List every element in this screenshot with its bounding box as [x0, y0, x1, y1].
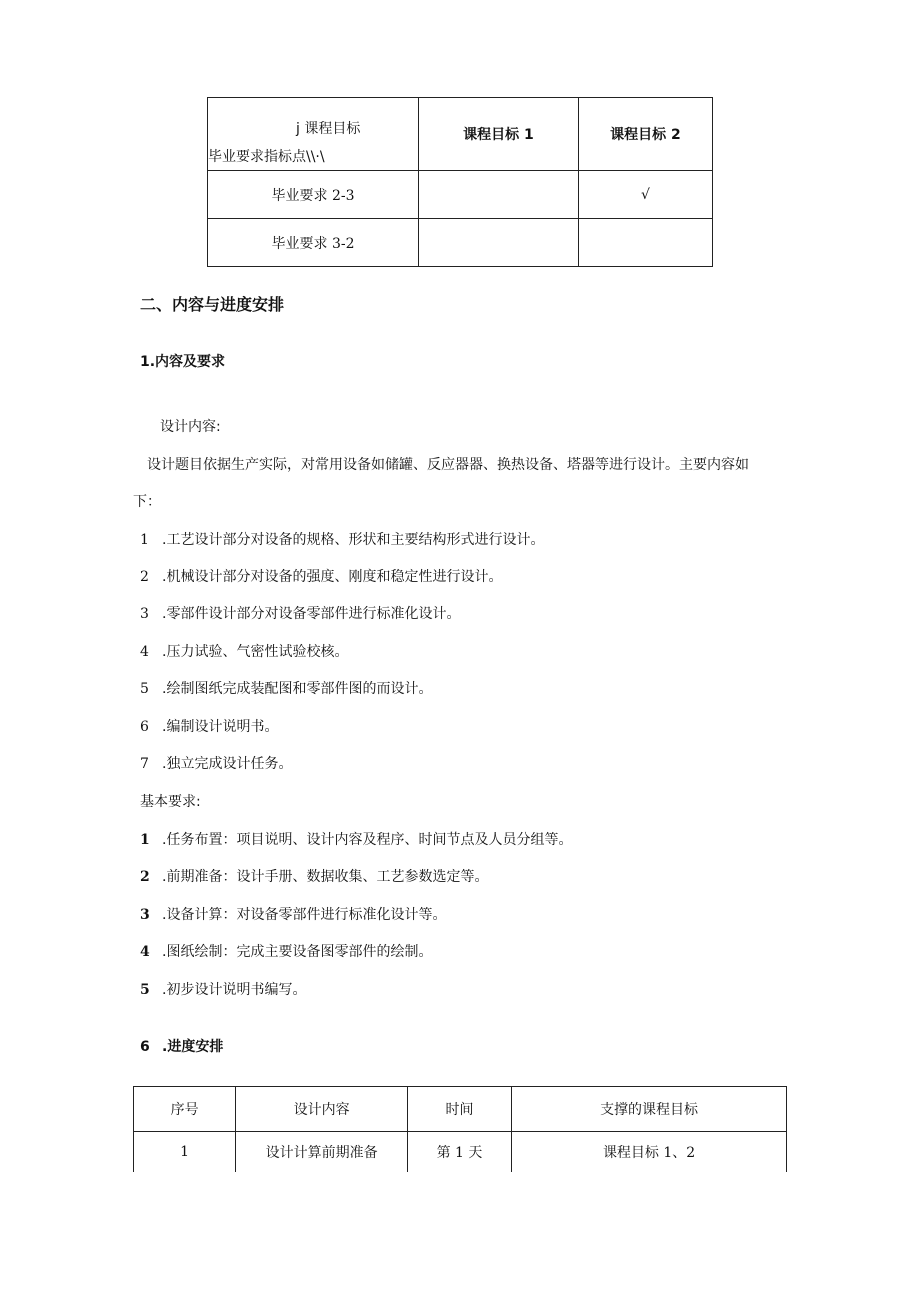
corner-top-label: j 课程目标 — [296, 121, 361, 137]
schedule-header-goals: 支撑的课程目标 — [512, 1087, 787, 1132]
item-text: .工艺设计部分对设备的规格、形状和主要结构形式进行设计。 — [162, 532, 545, 548]
list-item — [140, 641, 348, 661]
list-item — [140, 941, 432, 961]
list-item — [140, 829, 572, 849]
list-item — [140, 678, 432, 698]
item-text: .绘制图纸完成装配图和零部件图的而设计。 — [162, 681, 433, 697]
row-goal2 — [578, 219, 712, 267]
item-number: 3 — [140, 907, 150, 923]
list-item — [140, 529, 544, 549]
intro-line-1: 设计题目依据生产实际，对常用设备如储罐、反应器器、换热设备、塔器等进行设计。主要内容如 — [147, 457, 749, 473]
schedule-header-content: 设计内容 — [236, 1087, 408, 1132]
table-row — [208, 171, 713, 219]
row-label: 毕业要求 3-2 — [208, 219, 419, 267]
item-number: 1 — [140, 532, 149, 548]
item-number: 2 — [140, 569, 149, 585]
item-text: .独立完成设计任务。 — [162, 756, 293, 772]
schedule-title — [140, 1036, 223, 1056]
item-text: .机械设计部分对设备的强度、刚度和稳定性进行设计。 — [162, 569, 503, 585]
goals-table-corner-cell — [208, 98, 419, 171]
list-item — [140, 566, 502, 586]
item-text: .图纸绘制：完成主要设备图零部件的绘制。 — [162, 944, 433, 960]
row-goal1 — [419, 219, 579, 267]
item-text: .初步设计说明书编写。 — [162, 982, 307, 998]
item-number: 3 — [140, 606, 149, 622]
schedule-header-time: 时间 — [407, 1087, 511, 1132]
item-number: 7 — [140, 756, 149, 772]
schedule-title-text: .进度安排 — [162, 1039, 224, 1055]
goals-col1-header: 课程目标 1 — [419, 98, 579, 171]
table-row — [208, 219, 713, 267]
basic-requirements-label: 基本要求: — [140, 794, 201, 810]
list-item — [140, 904, 446, 924]
item-number: 1 — [140, 832, 150, 848]
list-item — [140, 753, 292, 773]
item-number: 5 — [140, 681, 149, 697]
sub1-title: 1.内容及要求 — [140, 354, 226, 370]
item-number: 4 — [140, 944, 150, 960]
schedule-cell-content: 设计计算前期准备 — [236, 1132, 408, 1173]
list-item — [140, 603, 460, 623]
row-goal2-check: √ — [578, 171, 712, 219]
schedule-cell-index: 1 — [134, 1132, 236, 1173]
item-number: 4 — [140, 644, 149, 660]
item-text: .任务布置：项目说明、设计内容及程序、时间节点及人员分组等。 — [162, 832, 573, 848]
goals-col2-header: 课程目标 2 — [578, 98, 712, 171]
corner-bottom-label: 毕业要求指标点\\·\ — [208, 149, 325, 165]
row-goal1 — [419, 171, 579, 219]
list-item — [140, 979, 306, 999]
item-text: .零部件设计部分对设备零部件进行标准化设计。 — [162, 606, 461, 622]
item-number: 6 — [140, 719, 149, 735]
list-item — [140, 866, 488, 886]
schedule-table — [133, 1086, 787, 1172]
table-row — [134, 1132, 787, 1173]
design-content-label: 设计内容: — [160, 419, 221, 435]
schedule-title-number: 6 — [140, 1039, 150, 1055]
row-label: 毕业要求 2-3 — [208, 171, 419, 219]
intro-line-2: 下： — [133, 494, 161, 510]
schedule-header-index: 序号 — [134, 1087, 236, 1132]
section2-title: 二、内容与进度安排 — [140, 295, 285, 314]
item-text: .压力试验、气密性试验校核。 — [162, 644, 349, 660]
item-text: .编制设计说明书。 — [162, 719, 279, 735]
item-number: 2 — [140, 869, 150, 885]
schedule-cell-time: 第 1 天 — [407, 1132, 511, 1173]
schedule-cell-goals: 课程目标 1、2 — [512, 1132, 787, 1173]
item-number: 5 — [140, 982, 150, 998]
goals-table — [207, 97, 713, 267]
item-text: .设备计算：对设备零部件进行标准化设计等。 — [162, 907, 447, 923]
item-text: .前期准备：设计手册、数据收集、工艺参数选定等。 — [162, 869, 489, 885]
list-item — [140, 716, 278, 736]
